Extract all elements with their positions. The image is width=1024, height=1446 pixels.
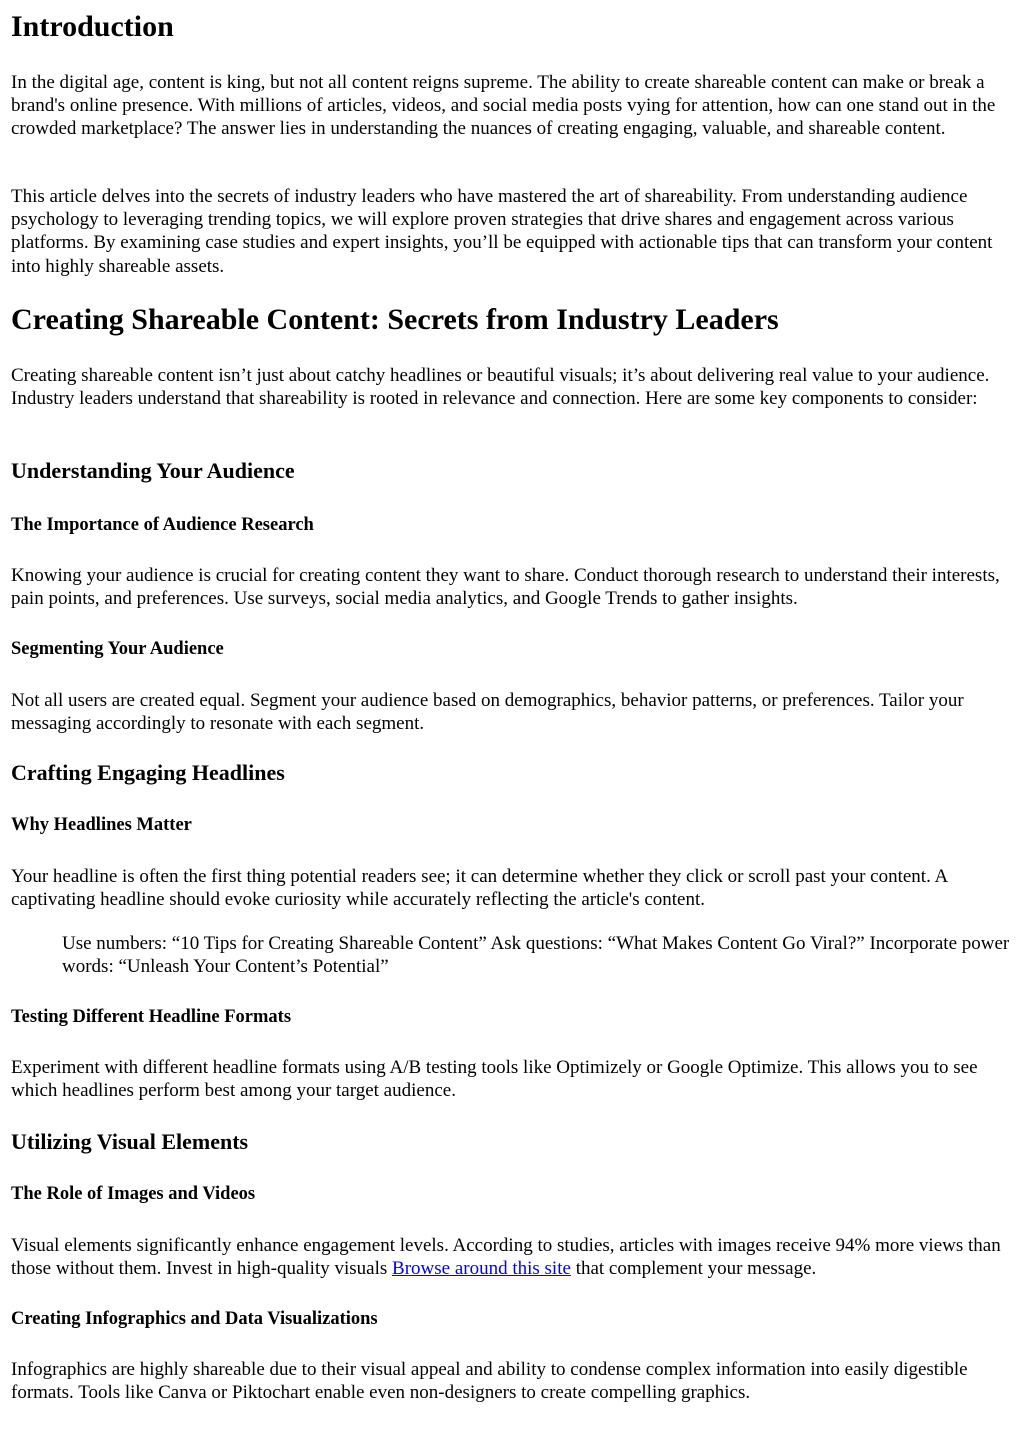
- headline-tips-list: Use numbers: “10 Tips for Creating Shareable Content” Ask questions: “What Makes Content Go Viral?” Incorporate power words: “Unleash Your Content’s Potential”: [62, 933, 1010, 978]
- browse-site-link[interactable]: Browse around this site: [392, 1258, 571, 1280]
- visuals-role-text-before: Visual elements significantly enhance engagement levels. According to studies, articles with images receive 94% more views than those without them. Invest in high-quality visuals: [11, 1235, 1001, 1280]
- audience-research-paragraph: Knowing your audience is crucial for creating content they want to share. Conduct thorough research to understand their interests, pain points, and preferences. Use surveys, social media analytics, and Google Trends to gather insights.: [11, 565, 1000, 610]
- main-paragraph: Creating shareable content isn’t just about catchy headlines or beautiful visuals; it’s about delivering real value to your audience. Industry leaders understand that shareability is rooted in relevance and connection. Here are some key components to consider:: [11, 365, 990, 410]
- audience-segment-paragraph: Not all users are created equal. Segment your audience based on demographics, behavior patterns, or preferences. Tailor your messaging accordingly to resonate with each segment.: [11, 690, 964, 735]
- intro-heading: Introduction: [11, 10, 174, 43]
- visuals-infographics-heading: Creating Infographics and Data Visualizations: [11, 1309, 378, 1329]
- headlines-testing-paragraph: Experiment with different headline formats using A/B testing tools like Optimizely or Google Optimize. This allows you to see which headlines perform best among your target audience.: [11, 1057, 978, 1102]
- headlines-why-heading: Why Headlines Matter: [11, 815, 192, 835]
- headlines-testing-heading: Testing Different Headline Formats: [11, 1007, 292, 1027]
- visuals-role-text-after: that complement your message.: [570, 1258, 817, 1280]
- intro-paragraph-1: In the digital age, content is king, but not all content reigns supreme. The ability to create shareable content can make or break a brand's online presence. With millions of articles, videos, and social media posts vying for attention, how can one stand out in the crowded marketplace? The answer lies in understanding the nuances of creating engaging, valuable, and shareable content.: [11, 72, 996, 140]
- intro-paragraph-2: This article delves into the secrets of industry leaders who have mastered the art of shareability. From understanding audience psychology to leveraging trending topics, we will explore proven strategies that drive shares and engagement across various platforms. By examining case studies and expert insights, you’ll be equipped with actionable tips that can transform your content into highly shareable assets.: [11, 186, 993, 277]
- headlines-heading: Crafting Engaging Headlines: [11, 760, 285, 785]
- audience-heading: Understanding Your Audience: [11, 458, 295, 483]
- audience-segment-heading: Segmenting Your Audience: [11, 639, 224, 659]
- main-heading: Creating Shareable Content: Secrets from Industry Leaders: [11, 303, 779, 336]
- visuals-infographics-paragraph: Infographics are highly shareable due to their visual appeal and ability to condense complex information into easily digestible formats. Tools like Canva or Piktochart enable even non-designers to create compelling graphics.: [11, 1359, 968, 1404]
- headlines-why-paragraph: Your headline is often the first thing potential readers see; it can determine whether they click or scroll past your content. A captivating headline should evoke curiosity while accurately reflecting the article's content.: [11, 866, 948, 911]
- visuals-heading: Utilizing Visual Elements: [11, 1129, 249, 1154]
- visuals-role-paragraph: [11, 1234, 1019, 1280]
- audience-research-heading: The Importance of Audience Research: [11, 515, 314, 535]
- visuals-role-heading: The Role of Images and Videos: [11, 1184, 256, 1204]
